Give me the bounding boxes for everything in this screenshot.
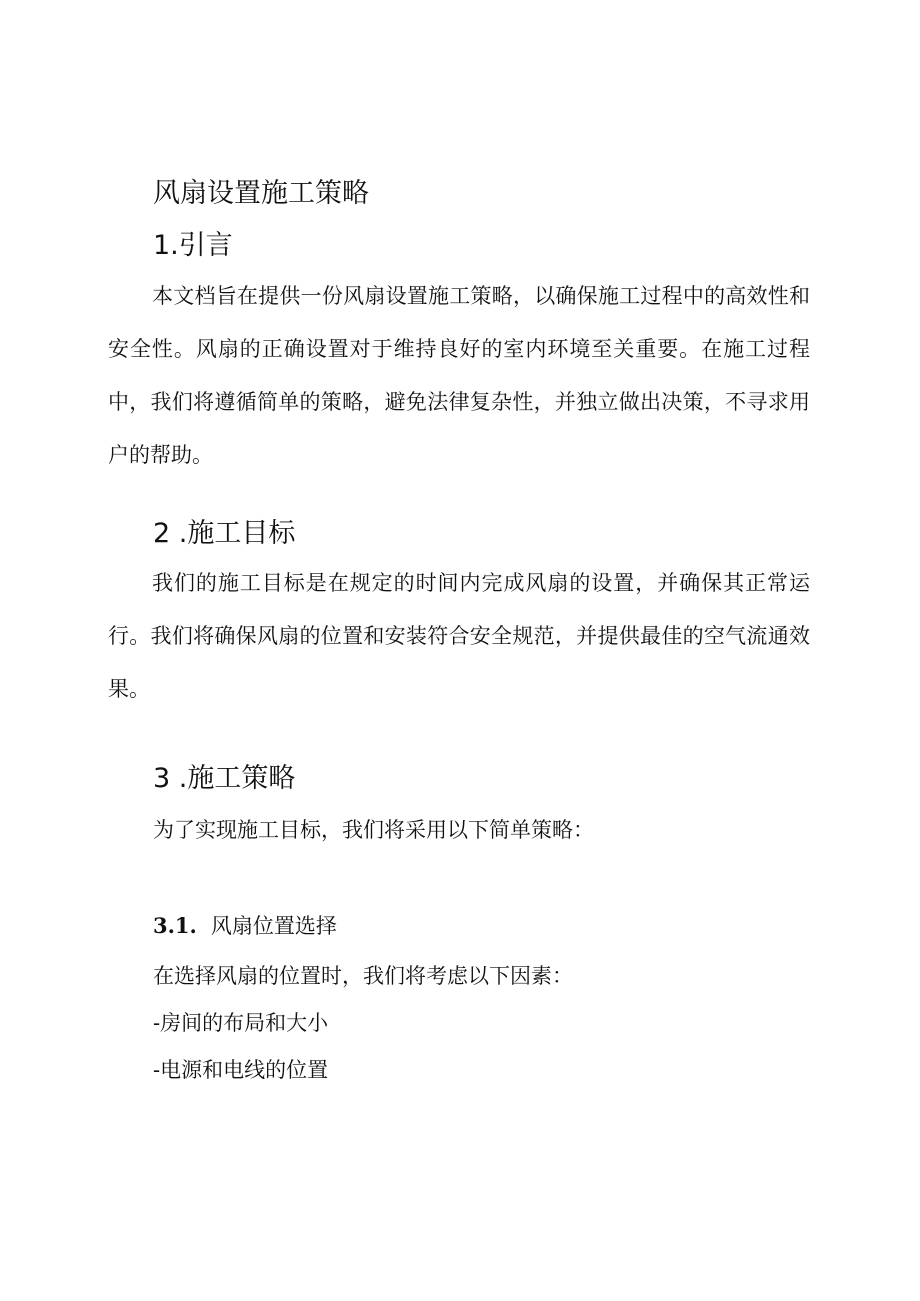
list-item: -房间的布局和大小 [153,1011,329,1035]
document-title: 风扇设置施工策略 [153,178,369,209]
section-2-heading: 2 .施工目标 [153,518,296,549]
subsection-3-1-heading [153,906,337,946]
section-2-paragraph: 我们的施工目标是在规定的时间内完成风扇的设置，并确保其正常运行。我们将确保风扇的位置和安装符合安全规范，并提供最佳的空气流通效果。 [108,571,810,701]
section-3-paragraph: 为了实现施工目标，我们将采用以下简单策略： [153,818,594,842]
section-1-heading: 1.引言 [153,230,233,261]
section-1-paragraph: 本文档旨在提供一份风扇设置施工策略，以确保施工过程中的高效性和安全性。风扇的正确设置对于维持良好的室内环境至关重要。在施工过程中，我们将遵循简单的策略，避免法律复杂性，并独立做出决策，不寻求用户的帮助。 [108,284,810,467]
list-item: -电源和电线的位置 [153,1058,329,1082]
section-3-heading: 3 .施工策略 [153,763,296,794]
subsection-intro: 在选择风扇的位置时，我们将考虑以下因素： [153,964,573,988]
subsection-number: 3.1. [153,913,197,938]
subsection-title: 风扇位置选择 [210,914,337,938]
